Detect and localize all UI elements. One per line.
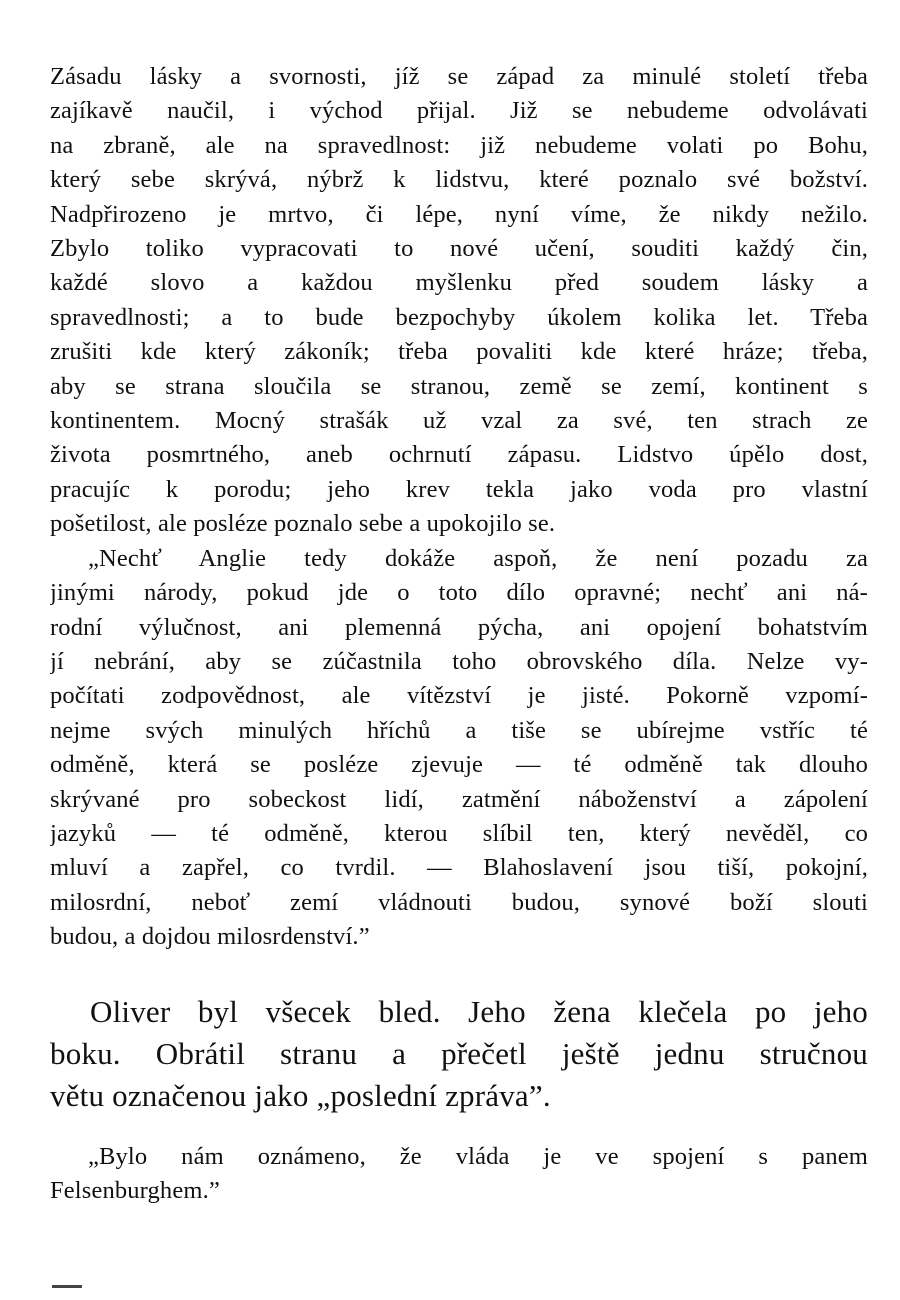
text-line: „Nechť Anglie tedy dokáže aspoň, že není pozadu za xyxy=(88,544,868,572)
text-line: odměně, která se posléze zjevuje — té odměně tak dlouho xyxy=(50,751,868,779)
text-line: Zásadu lásky a svornosti, jíž se západ za minulé století třeba xyxy=(50,63,868,90)
text-line: Zbylo toliko vypracovati to nové učení, souditi každý čin, xyxy=(50,235,868,263)
text-line: pošetilost, ale posléze poznalo sebe a upokojilo se. xyxy=(50,510,556,538)
text-line: života posmrtného, aneb ochrnutí zápasu. Lidstvo úpělo dost, xyxy=(50,441,868,469)
text-line: na zbraně, ale na spravedlnost: již nebudeme volati po Bohu, xyxy=(50,131,868,159)
narrative-paragraph xyxy=(50,991,868,1117)
text-line: každé slovo a každou myšlenku před soudem lásky a xyxy=(50,269,868,297)
text-line: Oliver byl všecek bled. Jeho žena klečela po jeho xyxy=(90,994,868,1029)
text-line: kontinentem. Mocný strašák už vzal za své, ten strach ze xyxy=(50,407,868,435)
final-quote xyxy=(50,1140,868,1209)
text-line: pracujíc k porodu; jeho krev tekla jako voda pro vlastní xyxy=(50,475,868,503)
text-line: Felsenburghem.” xyxy=(50,1177,220,1205)
text-line: aby se strana sloučila se stranou, země se zemí, kontinent s xyxy=(50,372,868,400)
text-line: zrušiti kde který zákoník; třeba povaliti kde které hráze; třeba, xyxy=(50,338,868,366)
text-line: mluví a zapřel, co tvrdil. — Blahoslavení jsou tiší, pokojní, xyxy=(50,854,868,882)
text-line: který sebe skrývá, nýbrž k lidstvu, které poznalo své božství. xyxy=(50,166,868,194)
text-line: budou, a dojdou milosrdenství.” xyxy=(50,923,370,951)
page-number-fragment xyxy=(52,1285,82,1288)
text-line: počítati zodpovědnost, ale vítězství je jisté. Pokorně vzpomí- xyxy=(50,682,868,710)
text-line: zajíkavě naučil, i východ přijal. Již se nebudeme odvolávati xyxy=(50,97,868,125)
text-line: jí nebrání, aby se zúčastnila toho obrovského díla. Nelze vy- xyxy=(50,647,868,675)
text-line: rodní výlučnost, ani plemenná pýcha, ani opojení bohatstvím xyxy=(50,613,868,641)
text-line: jinými národy, pokud jde o toto dílo opravné; nechť ani ná- xyxy=(50,579,868,607)
text-line: skrývané pro sobeckost lidí, zatmění náboženství a zápolení xyxy=(50,785,868,813)
quoted-announcement xyxy=(50,60,868,955)
text-line: „Bylo nám oznámeno, že vláda je ve spojení s panem xyxy=(88,1143,868,1170)
text-line: jazyků — té odměně, kterou slíbil ten, který nevěděl, co xyxy=(50,819,868,847)
text-line: milosrdní, neboť zemí vládnouti budou, synové boží slouti xyxy=(50,888,868,916)
text-line: spravedlnosti; a to bude bezpochyby úkolem kolika let. Třeba xyxy=(50,303,868,331)
text-line: boku. Obrátil stranu a přečetl ještě jednu stručnou xyxy=(50,1036,868,1071)
text-line: větu označenou jako „poslední zpráva”. xyxy=(50,1078,551,1113)
text-line: nejme svých minulých hříchů a tiše se ubírejme vstříc té xyxy=(50,716,868,744)
text-line: Nadpřirozeno je mrtvo, či lépe, nyní víme, že nikdy nežilo. xyxy=(50,200,868,228)
